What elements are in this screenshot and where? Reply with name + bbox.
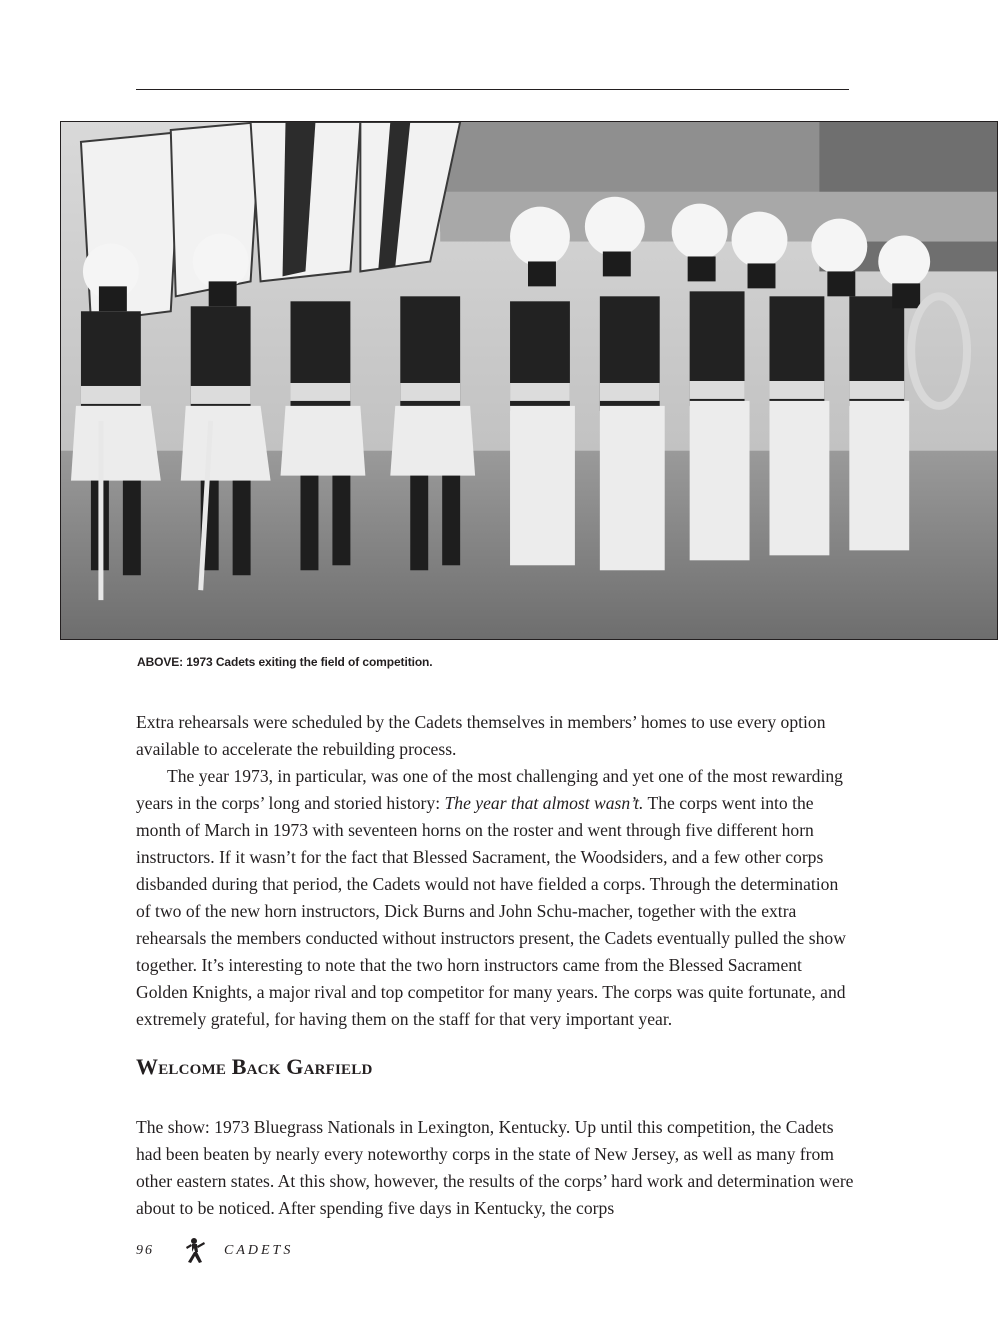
body-paragraph-1: [136, 709, 856, 763]
page-number: 96: [136, 1243, 154, 1258]
section-heading: Welcome Back Garfield: [136, 1054, 373, 1079]
body-paragraph-2: [136, 763, 856, 1033]
paragraph-text: [136, 763, 856, 1033]
marching-figure-icon: [182, 1237, 208, 1265]
running-title: CADETS: [224, 1243, 294, 1258]
marching-corps-photo: [60, 121, 998, 640]
body-paragraph-3: [136, 1114, 856, 1222]
top-rule: [136, 89, 849, 90]
paragraph-text-after: The corps went into the month of March in 1973 with seventeen horns on the roster and went through five different horn instructors. If it wasn’t for the fact that Blessed Sacrament, the Woodsiders, and a few other corps disbanded during that period, the Cadets would not have fielded a corps. Through the determination of two of the new horn instructors, Dick Burns and John Schu-macher, together with the extra rehearsals the members conducted without instructors present, the Cadets eventually pulled the show together. It’s interesting to note that the two horn instructors came from the Blessed Sacrament Golden Knights, a major rival and top competitor for many years. The corps was quite fortunate, and extremely grateful, for having them on the staff for that very important year.: [136, 793, 846, 1029]
paragraph-text-before: The year 1973, in particular, was one of the most challenging and yet one of the most rewarding years in the corps’ long and storied history:: [136, 766, 843, 813]
photo-illustration: [61, 122, 997, 639]
page-footer: [136, 1236, 293, 1266]
italic-phrase: The year that almost wasn’t.: [444, 793, 644, 813]
paragraph-text: Extra rehearsals were scheduled by the Cadets themselves in members’ homes to use every option available to accelerate the rebuilding process.: [136, 712, 826, 759]
photo-caption: ABOVE: 1973 Cadets exiting the field of competition.: [137, 655, 433, 669]
paragraph-text: The show: 1973 Bluegrass Nationals in Lexington, Kentucky. Up until this competition, the Cadets had been beaten by nearly every noteworthy corps in the state of New Jersey, as well as many from other eastern states. At this show, however, the results of the corps’ hard work and determination were about to be noticed. After spending five days in Kentucky, the corps: [136, 1117, 854, 1218]
